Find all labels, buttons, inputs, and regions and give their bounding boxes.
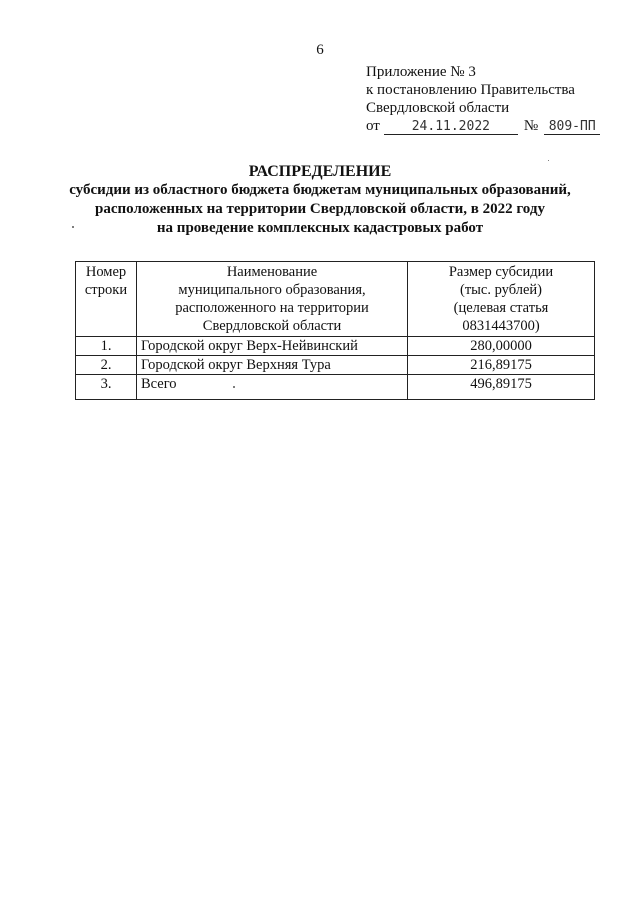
number-prefix: № <box>523 118 539 134</box>
header-subsidy-amount: Размер субсидии (тыс. рублей) (целевая статья 0831443700) <box>408 262 595 337</box>
table-header-row <box>76 262 595 337</box>
title-line: на проведение комплексных кадастровых работ <box>156 220 484 236</box>
header-row-number: Номер строки <box>76 262 137 337</box>
appendix-line: Приложение № 3 <box>366 64 476 80</box>
subsidy-amount: 496,89175 <box>408 375 595 400</box>
row-number: 3. <box>76 375 137 400</box>
title-line: расположенных на территории Свердловской области, в 2022 году <box>95 201 545 217</box>
decree-number-stamp: 809-ПП <box>544 119 600 135</box>
subsidy-amount: 280,00000 <box>408 337 595 356</box>
row-number: 1. <box>76 337 137 356</box>
subsidy-amount: 216,89175 <box>408 356 595 375</box>
scan-speck <box>233 386 235 388</box>
table-row <box>76 337 595 356</box>
scan-speck <box>548 160 549 161</box>
municipality-name: Городской округ Верхняя Тура <box>137 356 408 375</box>
header-municipality: Наименование муниципального образования, расположенного на территории Свердловской области <box>137 262 408 337</box>
subsidy-table-wrap <box>75 261 594 400</box>
appendix-signature-row <box>366 117 626 135</box>
appendix-line: Свердловской области <box>366 100 510 116</box>
appendix-line: к постановлению Правительства <box>366 82 575 98</box>
page-number: 6 <box>316 42 324 58</box>
title-heading: РАСПРЕДЕЛЕНИЕ <box>248 163 392 180</box>
subsidy-table <box>75 261 595 400</box>
row-number: 2. <box>76 356 137 375</box>
title-line: субсидии из областного бюджета бюджетам муниципальных образований, <box>69 182 571 198</box>
date-stamp: 24.11.2022 <box>384 119 518 135</box>
date-prefix: от <box>366 118 380 134</box>
table-row-total <box>76 375 595 400</box>
scan-speck <box>72 226 74 228</box>
document-title <box>0 162 640 238</box>
municipality-name: Всего <box>137 375 408 400</box>
appendix-block <box>366 63 626 135</box>
municipality-name: Городской округ Верх-Нейвинский <box>137 337 408 356</box>
table-row <box>76 356 595 375</box>
